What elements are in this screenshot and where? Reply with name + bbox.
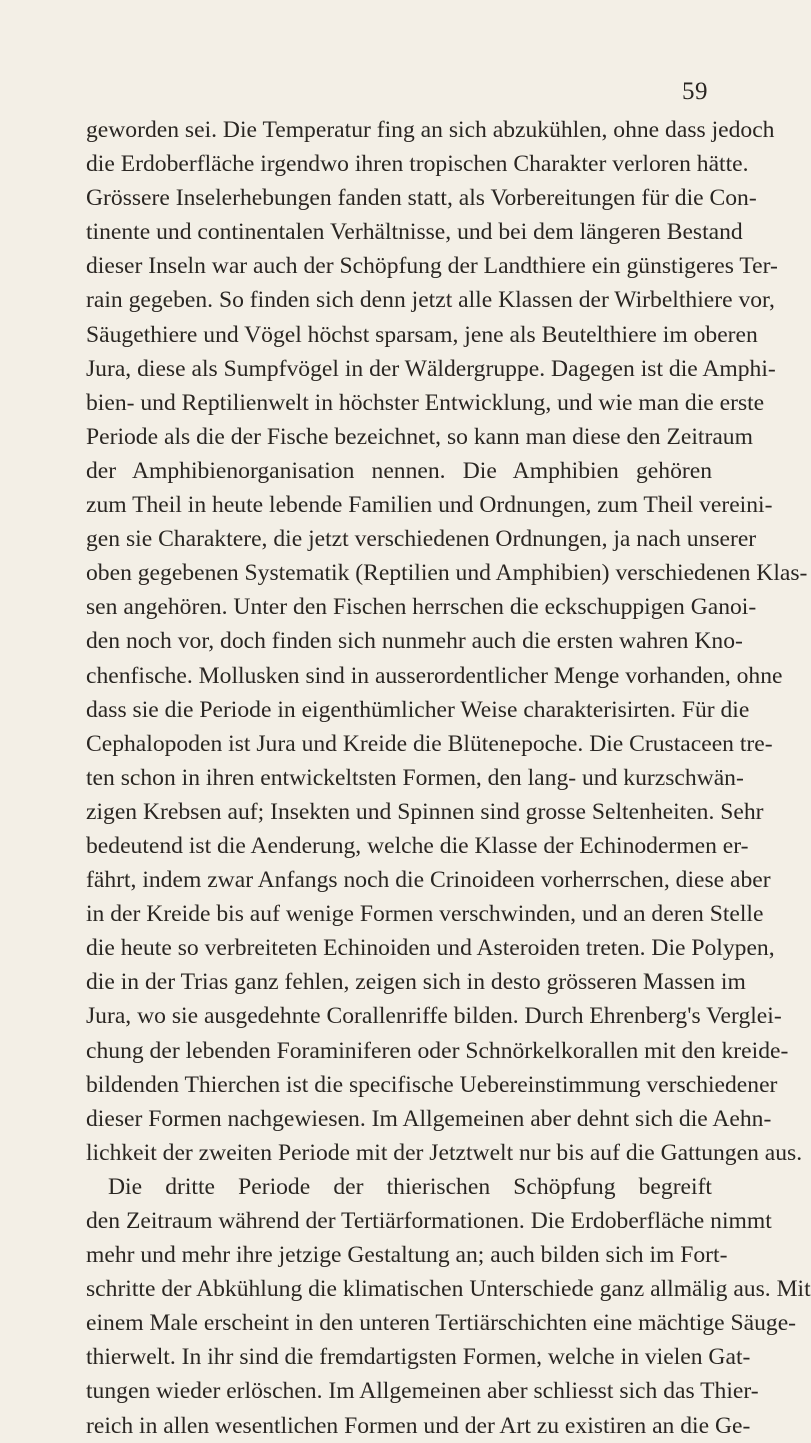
text-line: zigen Krebsen auf; Insekten und Spinnen sind grosse Seltenheiten. Sehr — [86, 798, 764, 825]
text-line: einem Male erscheint in den unteren Tertiärschichten eine mächtige Säuge- — [86, 1310, 797, 1337]
text-line: Cephalopoden ist Jura und Kreide die Blütenepoche. Die Crustaceen tre- — [86, 730, 773, 757]
text-line: dass sie die Periode in eigenthümlicher Weise charakterisirten. Für die — [86, 696, 750, 723]
text-line: gen sie Charaktere, die jetzt verschiedenen Ordnungen, ja nach unserer — [86, 526, 757, 553]
text-line: den Zeitraum während der Tertiärformationen. Die Erdoberfläche nimmt — [86, 1208, 772, 1234]
text-line: die Erdoberfläche irgendwo ihren tropischen Charakter verloren hätte. — [86, 151, 749, 178]
text-line: lichkeit der zweiten Periode mit der Jetztwelt nur bis auf die Gattungen aus. — [86, 1139, 803, 1166]
text-line: ten schon in ihren entwickeltsten Formen, den lang- und kurzschwän- — [86, 764, 744, 791]
text-line: dieser Formen nachgewiesen. Im Allgemeinen aber dehnt sich die Aehn- — [86, 1105, 772, 1132]
text-line: chung der lebenden Foraminiferen oder Schnörkelkorallen mit den kreide- — [86, 1037, 789, 1064]
text-line: fährt, indem zwar Anfangs noch die Crinoideen vorherrschen, diese aber — [86, 867, 771, 894]
text-line: bildenden Thierchen ist die specifische Uebereinstimmung verschiedener — [86, 1071, 778, 1098]
text-line: oben gegebenen Systematik (Reptilien und Amphibien) verschiedenen Klas- — [86, 560, 808, 587]
text-line: bedeutend ist die Aenderung, welche die Klasse der Echinodermen er- — [86, 832, 749, 859]
text-line: die in der Trias ganz fehlen, zeigen sich in desto grösseren Massen im — [86, 969, 746, 996]
text-line: Die dritte Periode der thierischen Schöpfung begreift — [108, 1173, 712, 1200]
text-line: die heute so verbreiteten Echinoiden und Asteroiden treten. Die Polypen, — [86, 935, 775, 962]
page-number: 59 — [682, 78, 708, 105]
text-line: Jura, wo sie ausgedehnte Corallenriffe bilden. Durch Ehrenberg's Verglei- — [86, 1003, 782, 1030]
text-line: den noch vor, doch finden sich nunmehr auch die ersten wahren Kno- — [86, 628, 743, 655]
text-line: mehr und mehr ihre jetzige Gestaltung an; auch bilden sich im Fort- — [86, 1242, 728, 1269]
text-line: tinente und continentalen Verhältnisse, und bei dem längeren Bestand — [86, 219, 743, 246]
text-line: chenfische. Mollusken sind in ausserordentlicher Menge vorhanden, ohne — [86, 662, 783, 689]
text-line: rain gegeben. So finden sich denn jetzt alle Klassen der Wirbelthiere vor, — [86, 287, 775, 314]
text-line: thierwelt. In ihr sind die fremdartigsten Formen, welche in vielen Gat- — [86, 1344, 751, 1371]
text-line: dieser Inseln war auch der Schöpfung der Landthiere ein günstigeres Ter- — [86, 253, 778, 280]
body-text — [86, 113, 811, 1443]
text-line: schritte der Abkühlung die klimatischen Unterschiede ganz allmälig aus. Mit — [86, 1276, 811, 1303]
text-line: geworden sei. Die Temperatur fing an sich abzukühlen, ohne dass jedoch — [86, 117, 775, 143]
text-line: reich in allen wesentlichen Formen und der Art zu existiren an die Ge- — [86, 1412, 751, 1439]
text-line: in der Kreide bis auf wenige Formen verschwinden, und an deren Stelle — [86, 901, 764, 928]
text-line: Jura, diese als Sumpfvögel in der Wäldergruppe. Dagegen ist die Amphi- — [86, 355, 776, 382]
text-line: zum Theil in heute lebende Familien und Ordnungen, zum Theil vereini- — [86, 492, 773, 519]
text-line: Periode als die der Fische bezeichnet, so kann man diese den Zeitraum — [86, 423, 753, 450]
text-line: bien- und Reptilienwelt in höchster Entwicklung, und wie man die erste — [86, 389, 765, 416]
text-line: tungen wieder erlöschen. Im Allgemeinen aber schliesst sich das Thier- — [86, 1378, 759, 1405]
text-line: der Amphibienorganisation nennen. Die Amphibien gehören — [86, 457, 712, 484]
text-line: Säugethiere und Vögel höchst sparsam, jene als Beutelthiere im oberen — [86, 321, 758, 348]
text-line: Grössere Inselerhebungen fanden statt, als Vorbereitungen für die Con- — [86, 185, 757, 212]
text-line: sen angehören. Unter den Fischen herrschen die eckschuppigen Ganoi- — [86, 594, 757, 621]
